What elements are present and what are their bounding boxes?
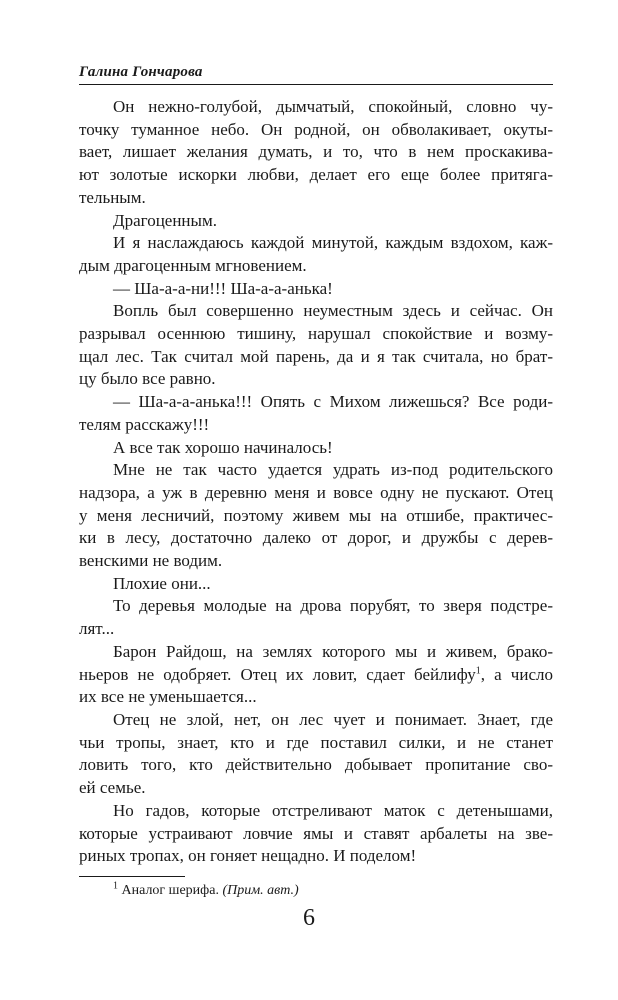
text-line: Но гадов, которые отстреливают маток с детенышами,: [113, 800, 553, 820]
text-line: телям расскажу!!!: [79, 414, 210, 434]
text-line: ловить того, кто действительно добывает пропитание сво-: [79, 755, 553, 775]
paragraph: [79, 709, 553, 800]
text-line: И я наслаждаюсь каждой минутой, каждым вздохом, каж-: [113, 233, 553, 253]
page-number: 6: [303, 905, 315, 931]
text-line: риных тропах, он гоняет нещадно. И поделом!: [79, 846, 417, 866]
text-line: разрывал осеннюю тишину, нарушал спокойствие и возму-: [79, 324, 553, 344]
text-line: А все так хорошо начиналось!: [113, 437, 333, 457]
text-line: — Ша-а-а-анька!!! Опять с Михом лижешься? Все роди-: [113, 392, 553, 412]
text-line: ей семье.: [79, 778, 146, 798]
text-line: венскими не водим.: [79, 551, 223, 571]
header-rule: [79, 84, 553, 85]
paragraph: [79, 595, 553, 640]
footnote-text: Аналог шерифа.: [121, 883, 223, 898]
text-line: Плохие они...: [113, 573, 211, 593]
text-line: у меня лесничий, поэтому живем мы на отшибе, практичес-: [79, 505, 553, 525]
text-line: Драгоценным.: [113, 210, 217, 230]
text-line: щал лес. Так считал мой парень, да и я так считала, но брат-: [79, 346, 553, 366]
paragraph: [79, 573, 553, 596]
paragraph: [79, 300, 553, 391]
footnote-author-note: (Прим. авт.): [222, 883, 299, 898]
text-line: То деревья молодые на дрова порубят, то зверя подстре-: [113, 596, 553, 616]
footnote: [113, 882, 299, 900]
footnote-marker: 1: [113, 880, 118, 892]
text-segment: ньеров не одобряет. Отец их ловит, сдает бейлифу: [79, 664, 476, 684]
text-line: Он нежно-голубой, дымчатый, спокойный, словно чу-: [113, 97, 553, 116]
text-line: которые устраивают ловчие ямы и ставят арбалеты на зве-: [79, 823, 553, 843]
paragraph: [79, 391, 553, 436]
text-line: — Ша-а-а-ни!!! Ша-а-а-анька!: [113, 278, 333, 298]
text-line: ют золотые искорки любви, делает его еще более притяга-: [79, 165, 553, 185]
footnote-rule: [79, 876, 185, 877]
paragraph: [79, 278, 553, 301]
text-line: тельным.: [79, 187, 146, 207]
text-line: Вопль был совершенно неуместным здесь и сейчас. Он: [113, 301, 553, 321]
paragraph: [79, 232, 553, 277]
text-line: чьи тропы, знает, кто и где поставил силки, и не станет: [79, 732, 553, 752]
body-text: [79, 96, 553, 868]
text-line: Барон Райдош, на землях которого мы и живем, брако-: [113, 641, 553, 661]
paragraph: [79, 210, 553, 233]
text-line: их все не уменьшается...: [79, 687, 257, 707]
paragraph: [79, 800, 553, 868]
paragraph: [79, 437, 553, 460]
text-line: надзора, а уж в деревню меня и вовсе одну не пускают. Отец: [79, 482, 553, 502]
text-line: вает, лишает желания думать, и то, что в нем проскакива-: [79, 142, 553, 162]
text-line: [79, 664, 553, 687]
paragraph: [79, 641, 553, 709]
text-line: точку туманное небо. Он родной, он обволакивает, окуты-: [79, 119, 553, 139]
text-line: ки в лесу, достаточно далеко от дорог, и дружбы с дерев-: [79, 528, 553, 548]
text-line: дым драгоценным мгновением.: [79, 255, 307, 275]
author-name: Галина Гончарова: [79, 64, 203, 80]
running-header: [79, 64, 553, 85]
footnote-reference[interactable]: 1: [475, 664, 481, 676]
text-line: цу было все равно.: [79, 369, 216, 389]
text-line: лят...: [79, 619, 115, 639]
paragraph: [79, 459, 553, 573]
text-line: Отец не злой, нет, он лес чует и понимает. Знает, где: [113, 709, 553, 729]
text-line: Мне не так часто удается удрать из-под родительского: [113, 460, 553, 480]
text-segment: , а число: [480, 664, 553, 684]
paragraph: [79, 96, 553, 210]
